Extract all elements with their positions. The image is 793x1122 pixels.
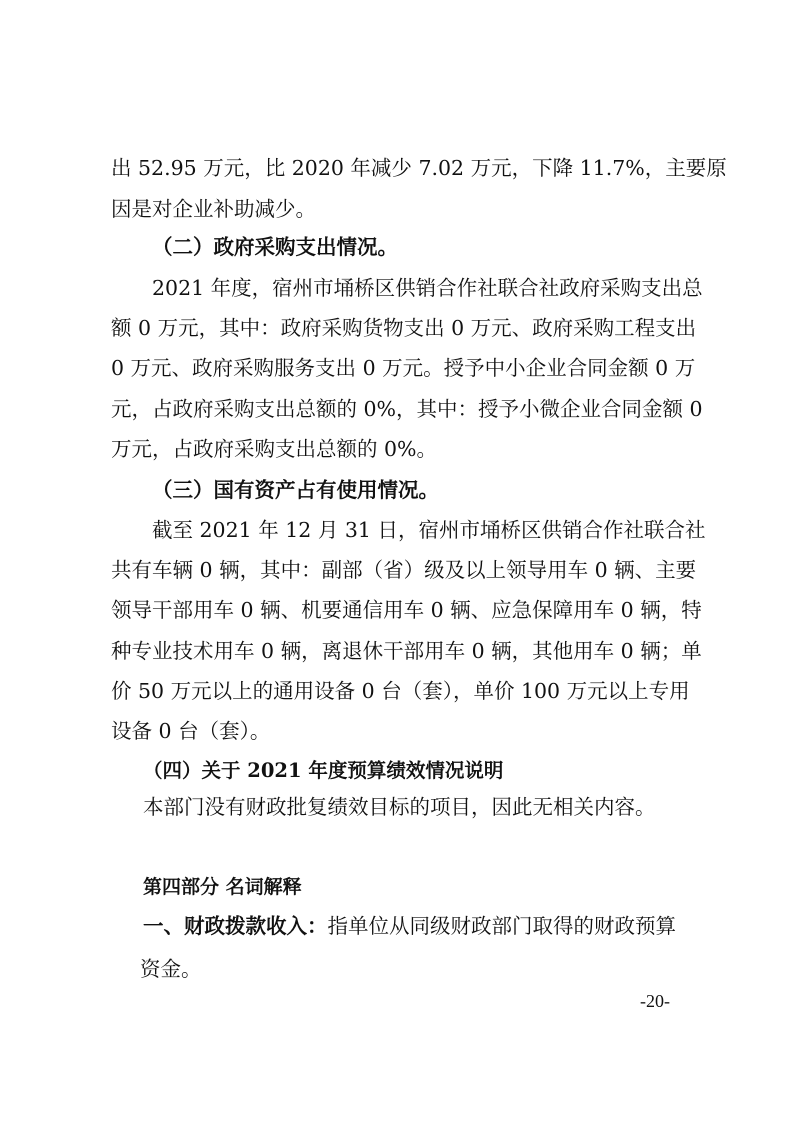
section-heading-assets: （三）国有资产占有使用情况。 xyxy=(152,478,439,502)
paragraph-line: 元，占政府采购支出总额的 0%，其中：授予小微企业合同金额 0 xyxy=(111,397,703,421)
paragraph-line: 0 万元、政府采购服务支出 0 万元。授予中小企业合同金额 0 万 xyxy=(111,356,696,380)
paragraph-line: 额 0 万元，其中：政府采购货物支出 0 万元、政府采购工程支出 xyxy=(111,316,697,340)
paragraph-line: 领导干部用车 0 辆、机要通信用车 0 辆、应急保障用车 0 辆，特 xyxy=(111,598,702,622)
paragraph-line: 因是对企业补助减少。 xyxy=(111,197,316,221)
paragraph-line: 资金。 xyxy=(140,957,202,981)
term-text: 指单位从同级财政部门取得的财政预算 xyxy=(327,914,676,938)
section-heading-procurement: （二）政府采购支出情况。 xyxy=(152,235,398,259)
paragraph-line: 共有车辆 0 辆，其中：副部（省）级及以上领导用车 0 辆、主要 xyxy=(111,558,697,582)
paragraph-line: 2021 年度，宿州市埇桥区供销合作社联合社政府采购支出总 xyxy=(152,276,703,300)
term-definition-line xyxy=(143,911,676,941)
term-label: 一、财政拨款收入： xyxy=(143,914,328,938)
paragraph-line: 本部门没有财政批复绩效目标的项目，因此无相关内容。 xyxy=(143,795,656,819)
paragraph-line: 种专业技术用车 0 辆，离退休干部用车 0 辆，其他用车 0 辆；单 xyxy=(111,639,702,663)
paragraph-line: 截至 2021 年 12 月 31 日，宿州市埇桥区供销合作社联合社 xyxy=(152,518,706,542)
paragraph-line: 万元，占政府采购支出总额的 0%。 xyxy=(111,437,438,461)
page-number: -20- xyxy=(640,991,670,1011)
part-title: 第四部分 名词解释 xyxy=(143,876,302,898)
section-heading-performance: （四）关于 2021 年度预算绩效情况说明 xyxy=(143,759,504,782)
paragraph-line: 设备 0 台（套）。 xyxy=(111,719,271,743)
paragraph-line: 出 52.95 万元，比 2020 年减少 7.02 万元，下降 11.7%，主要原 xyxy=(111,156,727,180)
paragraph-line: 价 50 万元以上的通用设备 0 台（套），单价 100 万元以上专用 xyxy=(111,679,690,703)
